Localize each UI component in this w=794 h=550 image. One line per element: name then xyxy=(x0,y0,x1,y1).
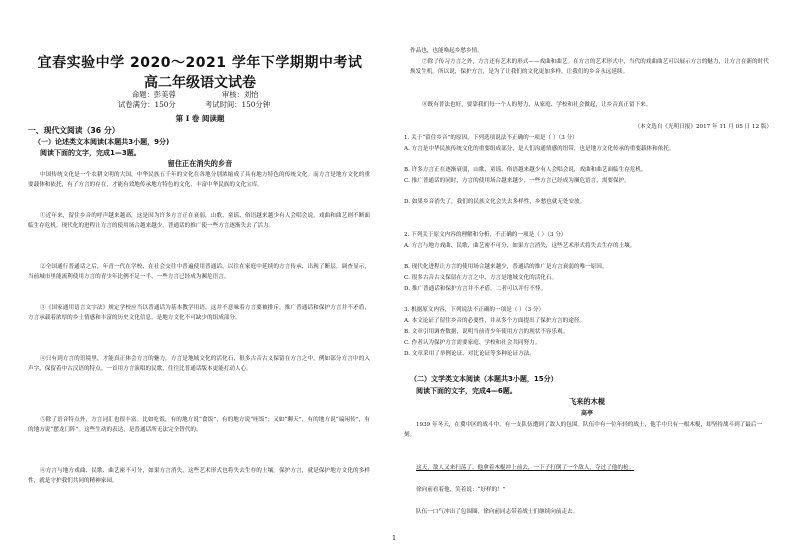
subsection-heading: （一）论述类文本阅读(本题共3小题，9分) xyxy=(34,138,170,146)
option: D. 推广普通话和保护方言并不矛盾，二者可以并行不悖。 xyxy=(404,286,547,292)
page-number: 1 xyxy=(392,534,397,542)
proposer: 命题：彭美蓉 xyxy=(132,90,176,99)
story-author: 高亭 xyxy=(580,410,593,417)
option: C. 很多古音古义保留在方言之中，方言是地域文化的活化石。 xyxy=(404,275,558,281)
volume-heading: 第 Ⅰ 卷 阅读题 xyxy=(175,114,225,123)
exam-time: 考试时间：150分钟 xyxy=(205,100,271,109)
article-title: 留住正在消失的乡音 xyxy=(167,159,233,168)
question-3: 3. 根据原文内容，下列说法不正确的一项是（ ）（3 分） xyxy=(404,307,545,313)
option: A. 方言与地方戏曲、民歌、曲艺密不可分，如果方言消失，这些艺术形式将失去生存的土壤。 xyxy=(404,243,636,249)
story-paragraph: 徐向前看着他，笑着说：“好样的！” xyxy=(416,487,506,493)
option: D. 如果乡音消失了，我们的民族文化会失去多样性，乡愁也就无处安放。 xyxy=(404,199,586,205)
option: B. 文章引用调查数据，说明当前青少年使用方言的现状不容乐观。 xyxy=(404,329,569,335)
exam-subtitle: 高二年级语文试卷 xyxy=(144,75,256,91)
question-2: 2. 下列关于原文内容的理解和分析，不正确的一项是（ ）（3 分） xyxy=(404,232,567,238)
option: B. 许多方言正在逐渐衰弱，山歌、童谣、俗语越来越少有人会唱会说，戏曲和曲艺面临生存危机。 xyxy=(404,167,647,173)
story-title: 飞来的木棍 xyxy=(569,397,605,406)
question-1: 1. 关于“留住乡音”的原因，下列选项说法不正确的一项是（ ）（3 分） xyxy=(404,135,578,141)
paragraph: ⑤除了语音特点外，方言词汇也很丰富。比如吃饭，有的地方说“食饭”，有的地方说“咥饭”；又如“聊天”，有的地方说“谝闲传”，有的地方说“摆龙门阵”。这些生动的表达，是普通话所无法完全替代的。 xyxy=(28,417,370,433)
story-paragraph: 队伍一口气冲出了包围圈，徐向前同志带着战士们继续向前走去。 xyxy=(416,509,579,515)
paragraph: ③《国家通用语言文字法》规定学校应当以普通话为基本教学用语，这并不意味着方言要被排斥。推广普通话和保护方言并不矛盾，方言承载着浓厚的乡土情感和丰富的历史文化信息，是地方文化不可缺少的组成部分。 xyxy=(28,305,370,321)
continued-text: 作品也，也能唤起乡愁乡情。 xyxy=(410,48,483,54)
option: A. 本文论证了留住乡音的必要性，并从多个方面提出了保护方言的途径。 xyxy=(404,318,586,324)
full-score: 试卷满分：150分 xyxy=(118,100,176,109)
source-note: （本文选自《光明日报》2017 年 11 月 05 日 12 版） xyxy=(634,124,772,130)
instruction: 阅读下面的文字，完成4—6题。 xyxy=(416,387,517,395)
paragraph: ①近年来，留住乡音的呼声越来越高，这是因为许多方言正在衰弱，山歌、童谣、俗语越来越少有人会唱会说，戏曲和曲艺则不断面临生存危机。现代化的进程让方言的使用场合越来越少，普通话的推广使一些方言逐渐失去了活力。 xyxy=(28,213,370,229)
exam-title: 宜春实验中学 2020～2021 学年下学期期中考试 xyxy=(37,55,363,71)
option: D. 文章采用了举例论证、对比论证等多种论证方法。 xyxy=(404,351,535,357)
story-paragraph: 1939 年冬天，在冀中区的战斗中，有一支队伍遭到了敌人的包围。队伍中有一位年轻的战士，他手中只有一根木棍，却坚持战斗到了最后一刻。 xyxy=(404,422,763,439)
story-paragraph: 这天，敌人又来扫荡了。他拿着木棍冲上前去，一下子打倒了一个敌人，夺过了他的枪。 xyxy=(416,465,635,471)
paragraph: ⑦除了传习方言之外，方言还有艺术的形式——戏曲和曲艺。在方言的艺术形式中，当代的戏曲曲艺可以展示方言的魅力，让方言在新的时代焕发生机。所以说，保护方言，是为了让我们的文化更加多样，让我们的乡音永远延续。 xyxy=(410,59,769,76)
option: C. 推广普通话的同时，方言的使用场合越来越少，一些方言已经成为濒危语言，需要保护。 xyxy=(404,178,630,184)
paragraph: ②全国通行普通话之后，年青一代在学校、在社会交往中普遍使用普通话，以往在家庭中延续的方言传承，出现了断层。调查显示，当前城市里能流利使用方言的青少年比例不足一半，一些方言已经成为濒危语言。 xyxy=(28,264,370,280)
paragraph: ⑧既有普法也好，要靠我们每一个人的努力，从家庭、学校和社会做起，让乡音真正留下来。 xyxy=(422,102,652,108)
reviewer: 审核：刘怡 xyxy=(222,90,259,99)
option: C. 作者认为保护方言需要家庭、学校和社会共同努力。 xyxy=(404,340,541,346)
paragraph: ④只有到方言的语境里，才能真正体会方言的魅力。方言是地域文化的活化石，很多古音古义保留在方言之中，例如部分方言中的入声字，保留着中古汉语的特点。一首用方言演唱的民歌，往往比普通话版本更能打动人心。 xyxy=(28,356,370,372)
option: A. 方言是中华民族传统文化的重要组成部分，是人们沟通情感的纽带，也是地方文化传承的重要载体和依托。 xyxy=(404,146,675,152)
instruction: 阅读下面的文字，完成1—3题。 xyxy=(40,149,141,157)
option: B. 现代化进程让方言的使用场合越来越少，普通话的推广是方言衰弱的唯一原因。 xyxy=(404,264,608,270)
paragraph: 中国传统文化是一个农耕文明的大国，中华民族五千年的文化在各地分别浓缩成了具有地方特色的传统文化。而方言是地方文化的重要载体和依托，有了方言的存在，才能有效地传承地方特色的文化，丰富中华民族的文化宝库。 xyxy=(28,172,370,188)
subsection-heading: （二）文学类文本阅读（本题共3小题，15分） xyxy=(410,375,558,383)
section-heading: 一、现代文阅读（36 分） xyxy=(28,126,120,135)
paragraph: ⑥方言与地方戏曲、民歌、曲艺密不可分，如果方言消失，这些艺术形式也将失去生存的土壤。保护方言，就是保护地方文化的多样性，就是守护我们共同的精神家园。 xyxy=(28,468,370,484)
